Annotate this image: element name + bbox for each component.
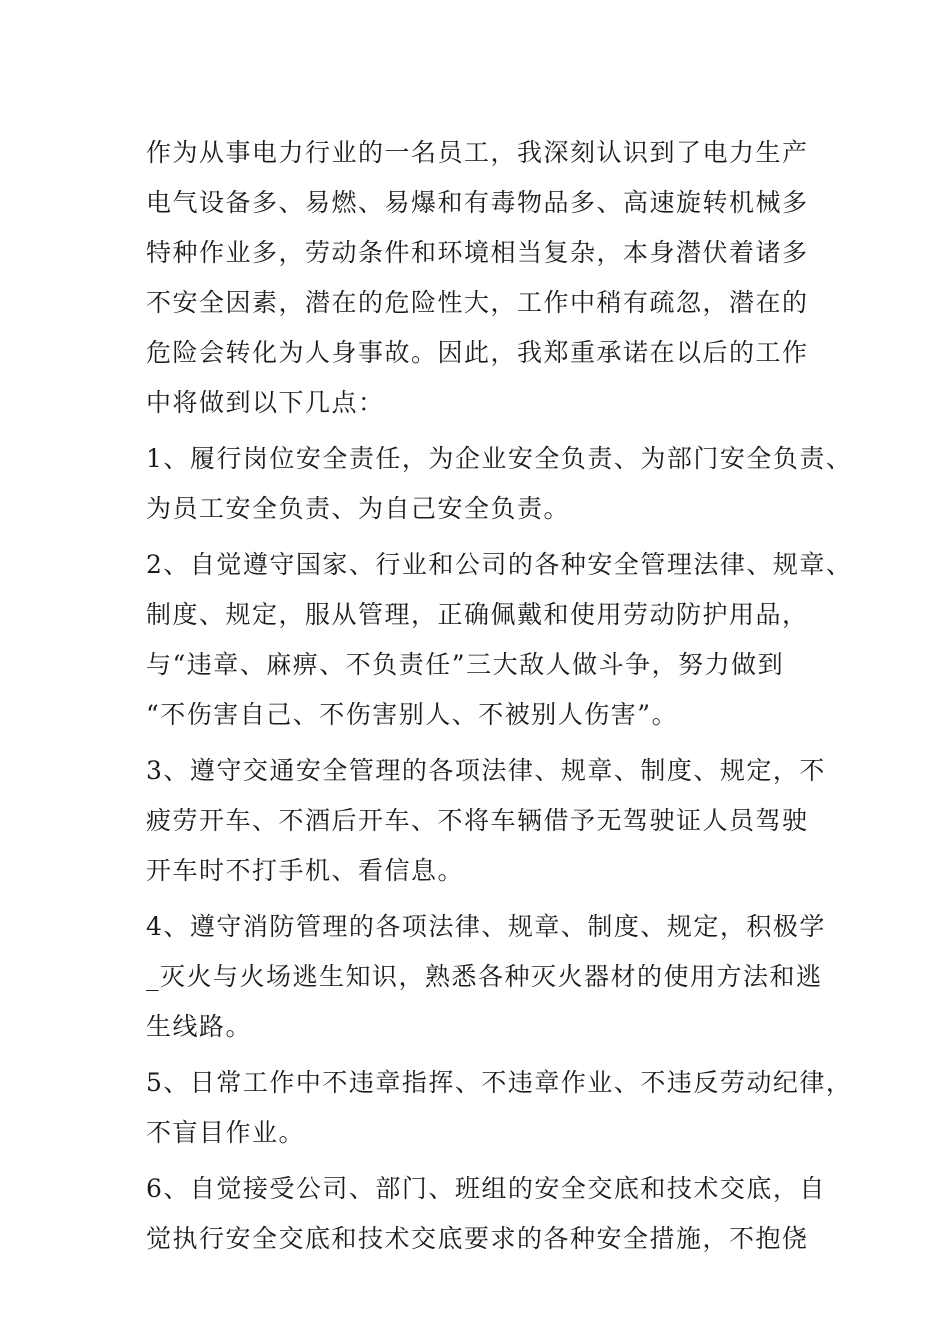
paragraph-item-4 (146, 902, 846, 1052)
document-body (146, 128, 853, 1264)
text-line: 电气设备多、易燃、易爆和有毒物品多、高速旋转机械多 (146, 188, 809, 217)
text-line: 危险会转化为人身事故。因此，我郑重承诺在以后的工作 (146, 338, 809, 367)
text-line: 作为从事电力行业的一名员工，我深刻认识到了电力生产 (146, 138, 809, 167)
text-line: 不安全因素，潜在的危险性大，工作中稍有疏忽，潜在的 (146, 288, 809, 317)
text-line: 不盲目作业。 (146, 1118, 306, 1147)
text-line: 5、日常工作中不违章指挥、不违章作业、不违反劳动纪律， (146, 1068, 853, 1097)
paragraph-item-6 (146, 1164, 846, 1264)
text-line: 开车时不打手机、看信息。 (146, 856, 465, 885)
text-line: 生线路。 (146, 1012, 253, 1041)
paragraph-intro (146, 128, 846, 428)
text-line: 为员工安全负责、为自己安全负责。 (146, 494, 571, 523)
text-line: “不伤害自己、不伤害别人、不被别人伤害”。 (146, 700, 679, 729)
paragraph-item-2 (146, 540, 853, 740)
text-line: 2、自觉遵守国家、行业和公司的各种安全管理法律、规章、 (146, 550, 853, 579)
text-line: 制度、规定，服从管理，正确佩戴和使用劳动防护用品， (146, 600, 809, 629)
text-line: 与“违章、麻痹、不负责任”三大敌人做斗争，努力做到 (146, 650, 785, 679)
text-line: 6、自觉接受公司、部门、班组的安全交底和技术交底，自 (146, 1174, 826, 1203)
text-line: 特种作业多，劳动条件和环境相当复杂，本身潜伏着诸多 (146, 238, 809, 267)
paragraph-item-5 (146, 1058, 853, 1158)
text-line: 3、遵守交通安全管理的各项法律、规章、制度、规定，不 (146, 756, 826, 785)
text-line: _灭火与火场逃生知识，熟悉各种灭火器材的使用方法和逃 (146, 962, 823, 991)
text-line: 1、履行岗位安全责任，为企业安全负责、为部门安全负责、 (146, 444, 853, 473)
text-line: 4、遵守消防管理的各项法律、规章、制度、规定，积极学 (146, 912, 826, 941)
text-line: 疲劳开车、不酒后开车、不将车辆借予无驾驶证人员驾驶 (146, 806, 809, 835)
paragraph-item-1 (146, 434, 853, 534)
text-line: 中将做到以下几点： (146, 388, 385, 417)
text-line: 觉执行安全交底和技术交底要求的各种安全措施，不抱侥 (146, 1224, 809, 1253)
paragraph-item-3 (146, 746, 846, 896)
